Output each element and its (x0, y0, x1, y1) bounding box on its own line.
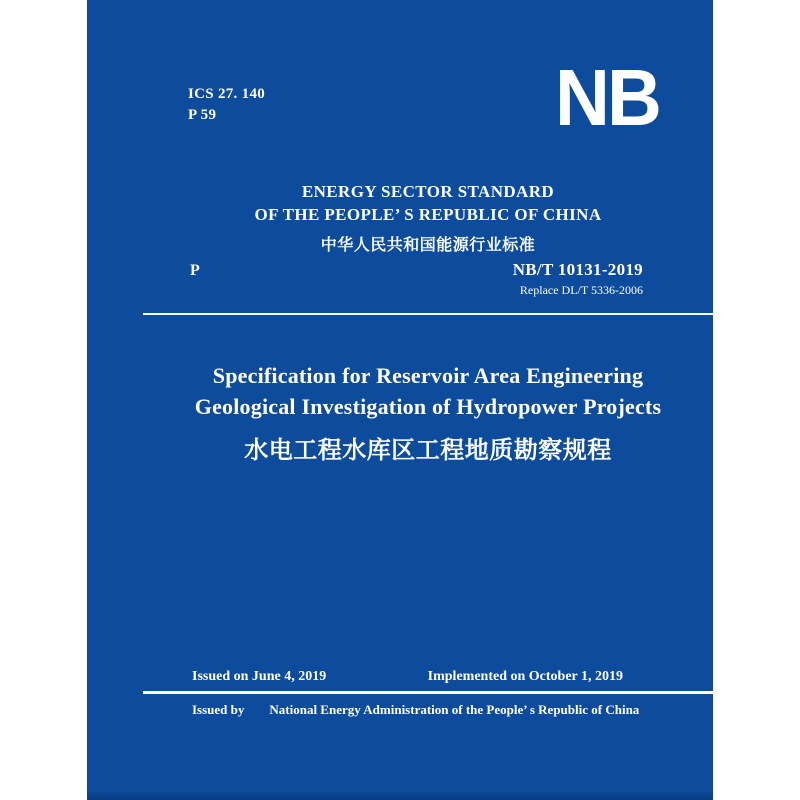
org-heading-line1-en: ENERGY SECTOR STANDARD (301, 182, 555, 201)
issued-on-date: Issued on June 4, 2019 (192, 669, 327, 684)
issued-by-row (192, 702, 639, 718)
class-letter: P (190, 262, 200, 279)
ics-code: ICS 27. 140 (188, 86, 266, 102)
org-heading-line2-en: OF THE PEOPLE’ S REPUBLIC OF CHINA (254, 205, 602, 224)
issuer-name: National Energy Administration of the People’ s Republic of China (269, 702, 640, 717)
doc-classification-code: P 59 (188, 107, 217, 123)
implemented-on-date: Implemented on October 1, 2019 (427, 669, 623, 684)
blue-cover (87, 0, 713, 800)
org-heading-line-zh: 中华人民共和国能源行业标准 (320, 237, 536, 254)
standard-number-block (513, 260, 643, 298)
horizontal-rule-top (143, 313, 713, 315)
standard-org-heading (143, 180, 713, 255)
replaced-standard-note: Replace DL/T 5336-2006 (519, 283, 643, 297)
ics-classification-block (188, 84, 265, 126)
standard-number: NB/T 10131-2019 (512, 260, 643, 279)
title-line-zh: 水电工程水库区工程地质勘察规程 (244, 438, 612, 464)
document-title-block (143, 360, 713, 465)
title-line2-en: Geological Investigation of Hydropower Projects (194, 394, 662, 419)
nb-logo: NB (555, 53, 660, 142)
horizontal-rule-bottom (143, 691, 713, 694)
issued-by-label: Issued by (192, 702, 245, 717)
title-line1-en: Specification for Reservoir Area Engineering (212, 363, 644, 388)
dates-row (143, 669, 713, 689)
